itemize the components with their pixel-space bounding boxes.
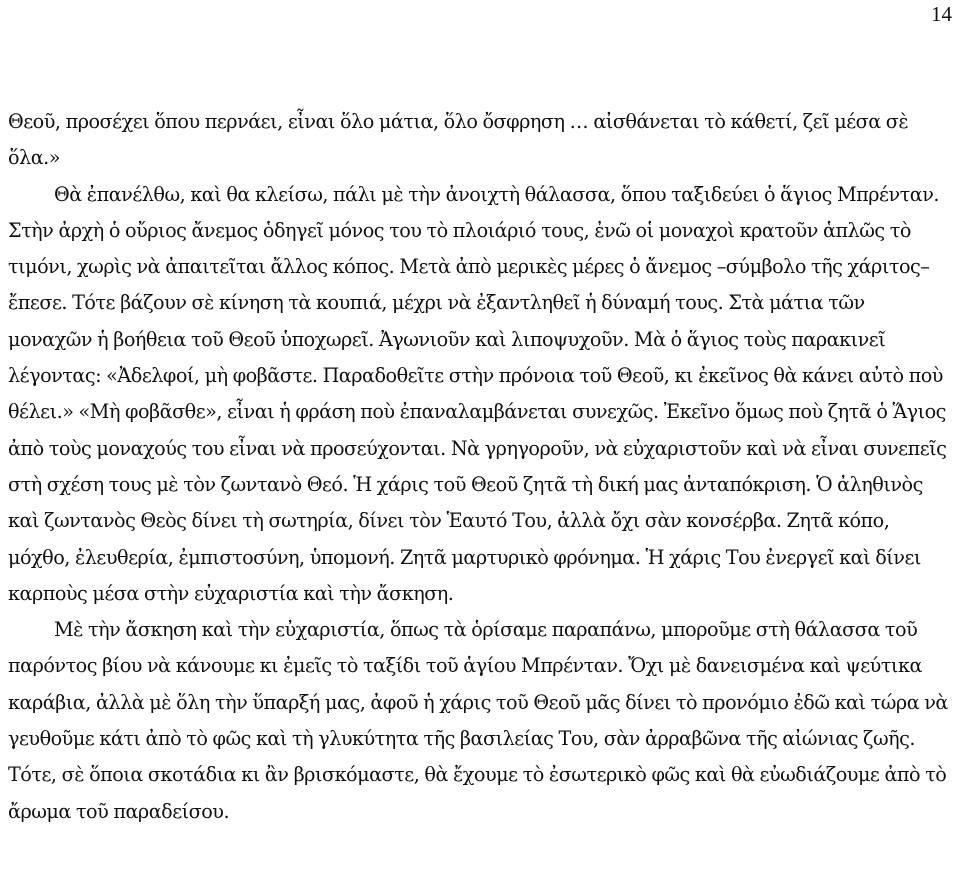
body-text bbox=[8, 104, 953, 830]
paragraph-saint-brendan-voyage: Θὰ ἐπανέλθω, καὶ θα κλείσω, πάλι μὲ τὴν ἀνοιχτὴ θάλασσα, ὅπου ταξιδεύει ὁ ἅγιος Μπρένταν. Στὴν ἀρχὴ ὁ οὔριος ἄνεμος ὁδηγεῖ μόνος του τὸ πλοιάριό τους, ἐνῶ οἱ μοναχοὶ κρατοῦν ἁπλῶς τὸ τιμόνι, χωρὶς νὰ ἀπαιτεῖται ἄλλος κόπος. Μετὰ ἀπὸ μερικὲς μέρες ὁ ἄνεμος –σύμβολο τῆς χάριτος– ἔπεσε. Τότε βάζουν σὲ κίνηση τὰ κουπιά, μέχρι νὰ ἐξαντληθεῖ ἡ δύναμή τους. Στὰ μάτια τῶν μοναχῶν ἡ βοήθεια τοῦ Θεοῦ ὑποχωρεῖ. Ἀγωνιοῦν καὶ λιποψυχοῦν. Μὰ ὁ ἅγιος τοὺς παρακινεῖ λέγοντας: «Ἀδελφοί, μὴ φοβᾶστε. Παραδοθεῖτε στὴν πρόνοια τοῦ Θεοῦ, κι ἐκεῖνος θὰ κάνει αὐτὸ ποὺ θέλει.» «Μὴ φοβᾶσθε», εἶναι ἡ φράση ποὺ ἐπαναλαμβάνεται συνεχῶς. Ἐκεῖνο ὅμως ποὺ ζητᾶ ὁ Ἅγιος ἀπὸ τοὺς μοναχούς του εἶναι νὰ προσεύχονται. Νὰ γρηγοροῦν, νὰ εὐχαριστοῦν καὶ νὰ εἶναι συνεπεῖς στὴ σχέση τους μὲ τὸν ζωντανὸ Θεό. Ἡ χάρις τοῦ Θεοῦ ζητᾶ τὴ δική μας ἀνταπόκριση. Ὁ ἀληθινὸς καὶ ζωντανὸς Θεὸς δίνει τὴ σωτηρία, δίνει τὸν Ἑαυτό Του, ἀλλὰ ὄχι σὰν κονσέρβα. Ζητᾶ κόπο, μόχθο, ἐλευθερία, ἐμπιστοσύνη, ὑπομονή. Ζητᾶ μαρτυρικὸ φρόνημα. Ἡ χάρις Του ἐνεργεῖ καὶ δίνει καρποὺς μέσα στὴν εὐχαριστία καὶ τὴν ἄσκηση. bbox=[8, 182, 947, 605]
page-number: 14 bbox=[931, 2, 952, 26]
paragraph-ascesis-eucharist: Μὲ τὴν ἄσκηση καὶ τὴν εὐχαριστία, ὅπως τὰ ὁρίσαμε παραπάνω, μποροῦμε στὴ θάλασσα τοῦ παρόντος βίου νὰ κάνουμε κι ἐμεῖς τὸ ταξίδι τοῦ ἁγίου Μπρένταν. Ὄχι μὲ δανεισμένα καὶ ψεύτικα καράβια, ἀλλὰ μὲ ὅλη τὴν ὕπαρξή μας, ἀφοῦ ἡ χάρις τοῦ Θεοῦ μᾶς δίνει τὸ προνόμιο ἐδῶ καὶ τώρα νὰ γευθοῦμε κάτι ἀπὸ τὸ φῶς καὶ τὴ γλυκύτητα τῆς βασιλείας Του, σὰν ἀρραβῶνα τῆς αἰώνιας ζωῆς. Τότε, σὲ ὅποια σκοτάδια κι ἂν βρισκόμαστε, θὰ ἔχουμε τὸ ἐσωτερικὸ φῶς καὶ θὰ εὐωδιάζουμε ἀπὸ τὸ ἄρωμα τοῦ παραδείσου. bbox=[8, 618, 948, 823]
paragraph-continuation: Θεοῦ, προσέχει ὅπου περνάει, εἶναι ὅλο μάτια, ὅλο ὄσφρηση … αἰσθάνεται τὸ κάθετί, ζεῖ μέσα σὲ ὅλα.» bbox=[8, 110, 909, 170]
